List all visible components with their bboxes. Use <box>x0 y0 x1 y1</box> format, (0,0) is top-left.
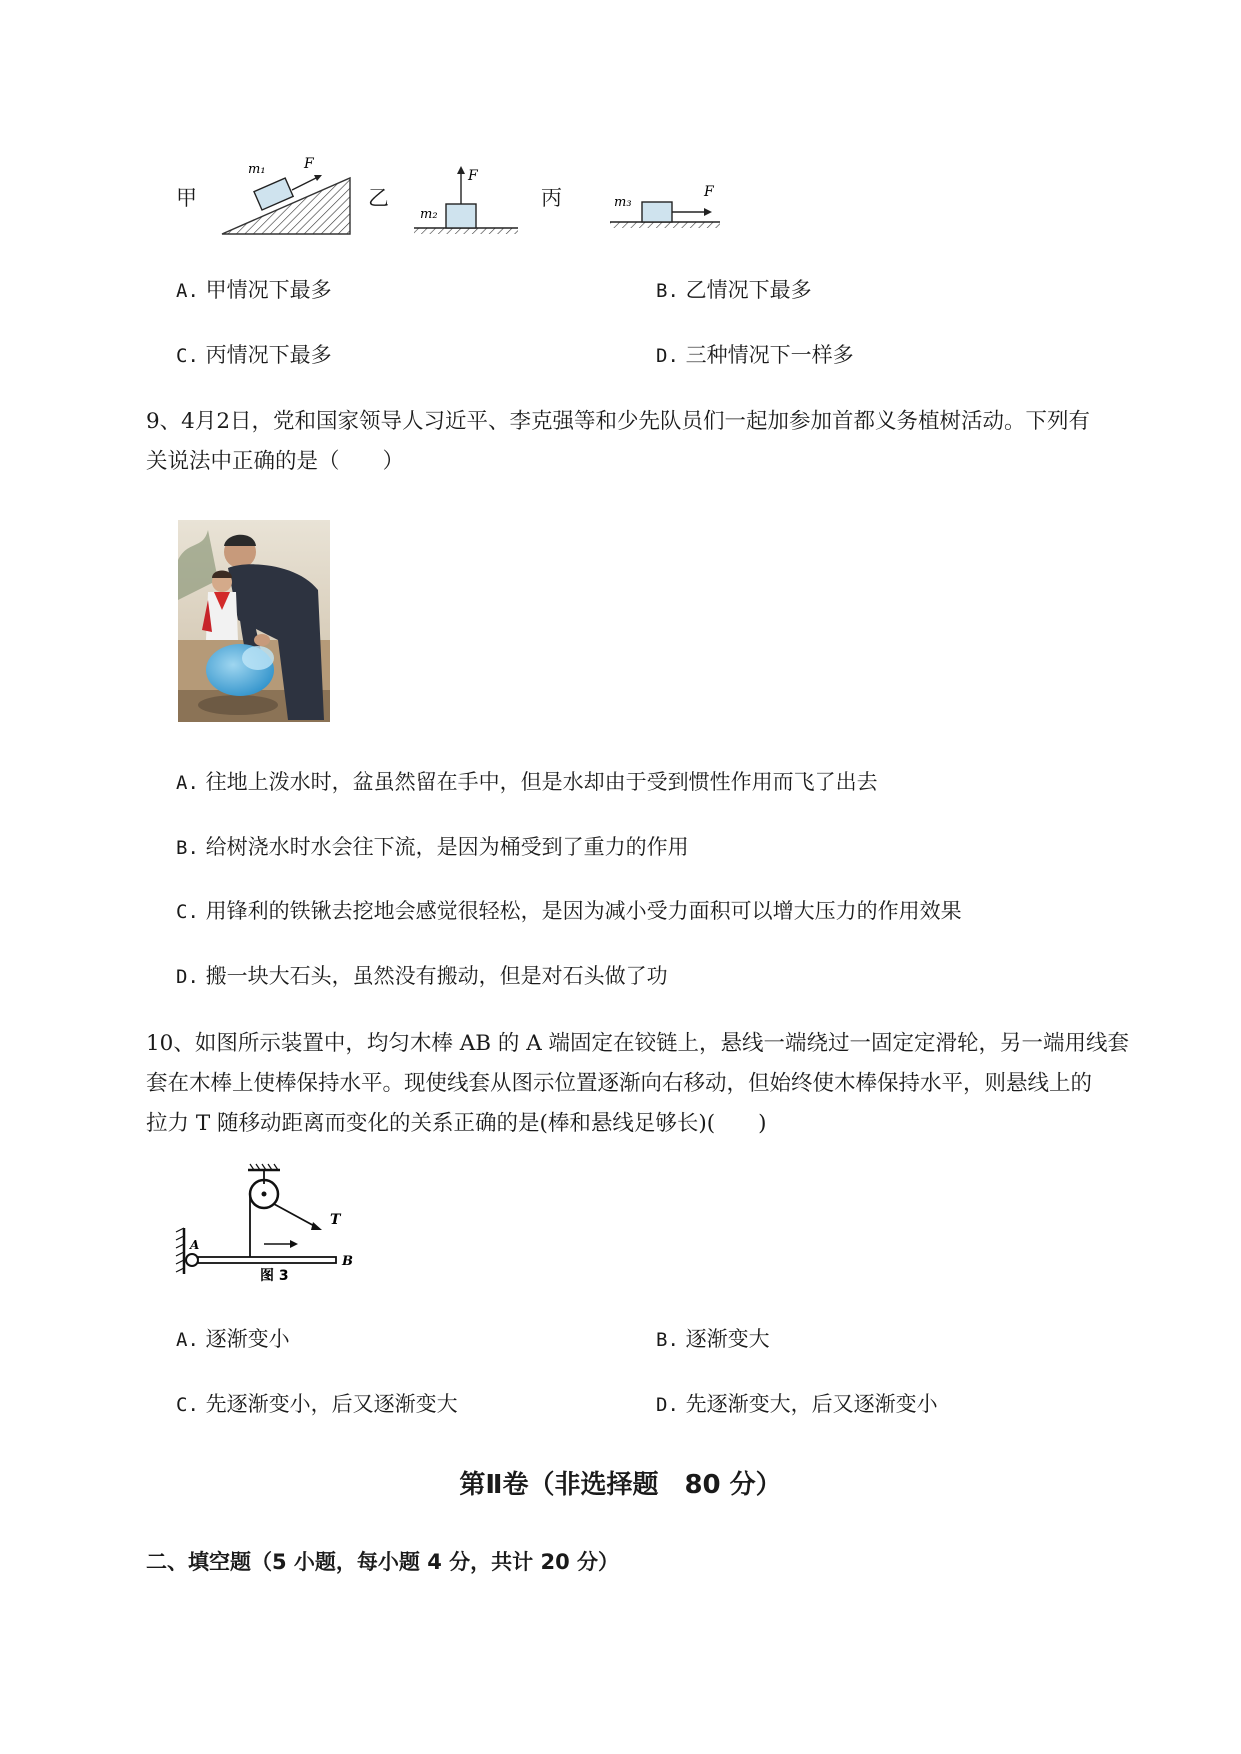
label-f2: F <box>468 168 478 184</box>
q9-option-d: D. 搬一块大石头，虽然没有搬动，但是对石头做了功 <box>176 964 668 988</box>
q8-option-b: B. 乙情况下最多 <box>656 278 812 302</box>
block-m3 <box>642 202 672 222</box>
horizontal-pull-figure <box>606 176 726 236</box>
label-f1: F <box>304 156 314 172</box>
q10-option-d: D. 先逐渐变大，后又逐渐变小 <box>656 1392 938 1416</box>
q10-stem-line1: 10、如图所示装置中，均匀木棒 AB 的 A 端固定在铰链上，悬线一端绕过一固定定滑轮，另一端用线套 <box>146 1031 1130 1056</box>
q10-option-a: A. 逐渐变小 <box>176 1327 290 1351</box>
q10-stem-line2: 套在木棒上使棒保持水平。现使线套从图示位置逐渐向右移动，但始终使木棒保持水平，则悬线上的 <box>146 1071 1093 1096</box>
q9-stem-line2: 关说法中正确的是（ ） <box>146 449 405 474</box>
part2-title: 第Ⅱ卷（非选择题 80 分） <box>459 1470 782 1500</box>
label-jia: 甲 <box>176 186 197 210</box>
lever-pulley-figure <box>170 1162 380 1282</box>
label-m3: m₃ <box>614 195 632 210</box>
block-m2 <box>446 204 476 228</box>
q10-stem-line3: 拉力 T 随移动距离而变化的关系正确的是(棒和悬线足够长)( ) <box>146 1111 767 1136</box>
q9-option-b: B. 给树浇水时水会往下流，是因为桶受到了重力的作用 <box>176 835 689 859</box>
label-b: B <box>342 1254 353 1269</box>
label-m1: m₁ <box>248 162 266 177</box>
q10-option-b: B. 逐渐变大 <box>656 1327 770 1351</box>
label-m2: m₂ <box>420 207 438 222</box>
q8-option-c: C. 丙情况下最多 <box>176 343 332 367</box>
tree-planting-photo <box>178 520 330 722</box>
hinge <box>186 1254 198 1266</box>
q9-stem-line1: 9、4月2日，党和国家领导人习近平、李克强等和少先队员们一起加参加首都义务植树活动。下列有 <box>146 409 1091 434</box>
rod-ab <box>198 1257 336 1263</box>
q9-option-a: A. 往地上泼水时，盆虽然留在手中，但是水却由于受到惯性作用而飞了出去 <box>176 770 878 794</box>
label-f3: F <box>704 184 714 200</box>
q9-option-c: C. 用锋利的铁锹去挖地会感觉很轻松，是因为减小受力面积可以增大压力的作用效果 <box>176 899 962 923</box>
label-yi: 乙 <box>368 186 389 210</box>
figure-caption: 图 3 <box>260 1268 289 1282</box>
q8-option-d: D. 三种情况下一样多 <box>656 343 854 367</box>
q8-option-a: A. 甲情况下最多 <box>176 278 332 302</box>
label-a: A <box>190 1238 200 1252</box>
label-t: T <box>330 1212 341 1228</box>
q10-option-c: C. 先逐渐变小，后又逐渐变大 <box>176 1392 458 1416</box>
vertical-pull-figure <box>410 160 520 240</box>
incline-figure <box>218 150 358 240</box>
label-bing: 丙 <box>541 186 562 210</box>
section-heading: 二、填空题（5 小题，每小题 4 分，共计 20 分） <box>146 1550 620 1574</box>
